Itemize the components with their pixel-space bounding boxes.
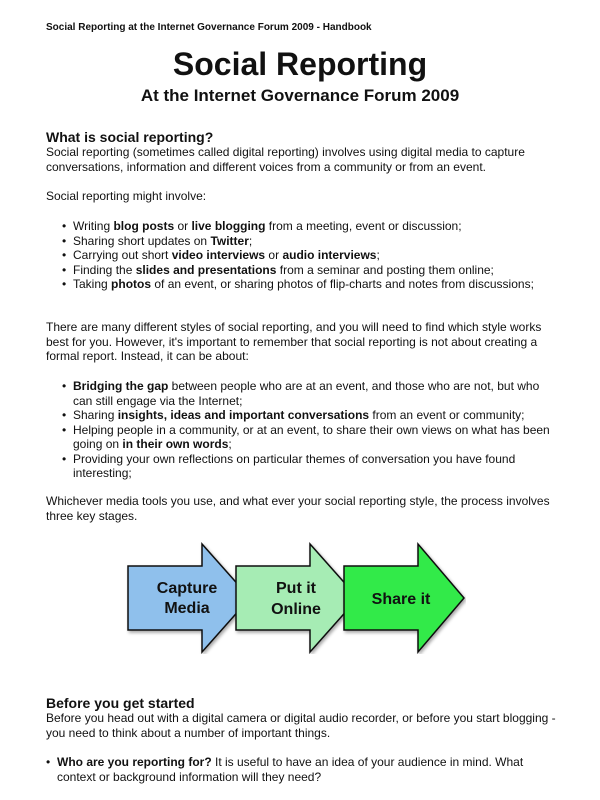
bold-phrase: in their own words xyxy=(122,437,229,451)
involve-lead: Social reporting might involve: xyxy=(46,189,207,203)
list-item: • Taking photos of an event, or sharing photos of flip-charts and notes from discussions; xyxy=(62,277,552,292)
section-heading-before-start: Before you get started xyxy=(46,695,195,711)
stage-arrow-shape xyxy=(236,544,358,652)
styles-paragraph: There are many different styles of social reporting, and you will need to find which style works best for you. However, it's important to remember that social reporting is not about creating a formal report. Instead, it can be about: xyxy=(46,320,542,363)
list-item: • Providing your own reflections on particular themes of conversation you have found interesting; xyxy=(62,452,552,481)
stages-diagram xyxy=(126,542,466,654)
bold-phrase: Twitter xyxy=(210,233,249,248)
running-header: Social Reporting at the Internet Governance Forum 2009 - Handbook xyxy=(46,22,372,33)
stages-paragraph: Whichever media tools you use, and what ever your social reporting style, the process involves three key stages. xyxy=(46,494,550,523)
before-start-list xyxy=(46,755,556,784)
bold-phrase: photos xyxy=(111,277,152,291)
list-item: • Bridging the gap between people who are at an event, and those who are not, but who can still engage via the Internet; xyxy=(62,379,552,408)
bold-phrase: live blogging xyxy=(191,219,266,233)
about-list xyxy=(62,379,552,481)
list-item: • Carrying out short video interviews or audio interviews; xyxy=(62,248,552,263)
stage-arrow-capture xyxy=(128,544,250,652)
intro-paragraph: Social reporting (sometimes called digital reporting) involves using digital media to capture conversations, information and different voices from a community or from an event. xyxy=(46,145,525,174)
stage-label-line2: Media xyxy=(164,600,210,617)
bold-phrase: audio interviews xyxy=(282,248,377,262)
stage-label-line1: Share it xyxy=(371,591,431,608)
stage-label-line2: Online xyxy=(271,601,321,618)
page-title: Social Reporting xyxy=(172,46,428,82)
stage-label-line1: Put it xyxy=(276,580,316,597)
list-item: • Who are you reporting for? It is useful to have an idea of your audience in mind. What context or background information will they need? xyxy=(46,755,556,784)
list-item: • Finding the slides and presentations from a seminar and posting them online; xyxy=(62,263,552,278)
page-subtitle: At the Internet Governance Forum 2009 xyxy=(140,86,460,105)
stage-label-line1: Capture xyxy=(156,580,218,597)
stage-arrow-online xyxy=(236,544,358,652)
bold-phrase: Who are you reporting for? xyxy=(57,755,212,769)
list-item: • Sharing insights, ideas and important conversations from an event or community; xyxy=(62,408,552,423)
involve-list xyxy=(62,219,552,292)
section-heading-what-is: What is social reporting? xyxy=(46,129,214,145)
list-item: • Sharing short updates on Twitter; xyxy=(62,234,552,249)
stage-arrow-share xyxy=(344,544,464,652)
list-item: • Helping people in a community, or at an event, to share their own views on what has been going on in their own words; xyxy=(62,423,552,452)
bold-phrase: video interviews xyxy=(171,248,266,262)
bold-phrase: Bridging the gap xyxy=(73,379,169,393)
bold-phrase: slides and presentations xyxy=(135,262,277,277)
list-item: • Writing blog posts or live blogging from a meeting, event or discussion; xyxy=(62,219,552,234)
bold-phrase: blog posts xyxy=(113,219,175,233)
stage-arrow-shape xyxy=(128,544,250,652)
before-start-paragraph: Before you head out with a digital camera or digital audio recorder, or before you start blogging - you need to think about a number of important things. xyxy=(46,711,556,740)
bold-phrase: insights, ideas and important conversations xyxy=(117,408,370,422)
